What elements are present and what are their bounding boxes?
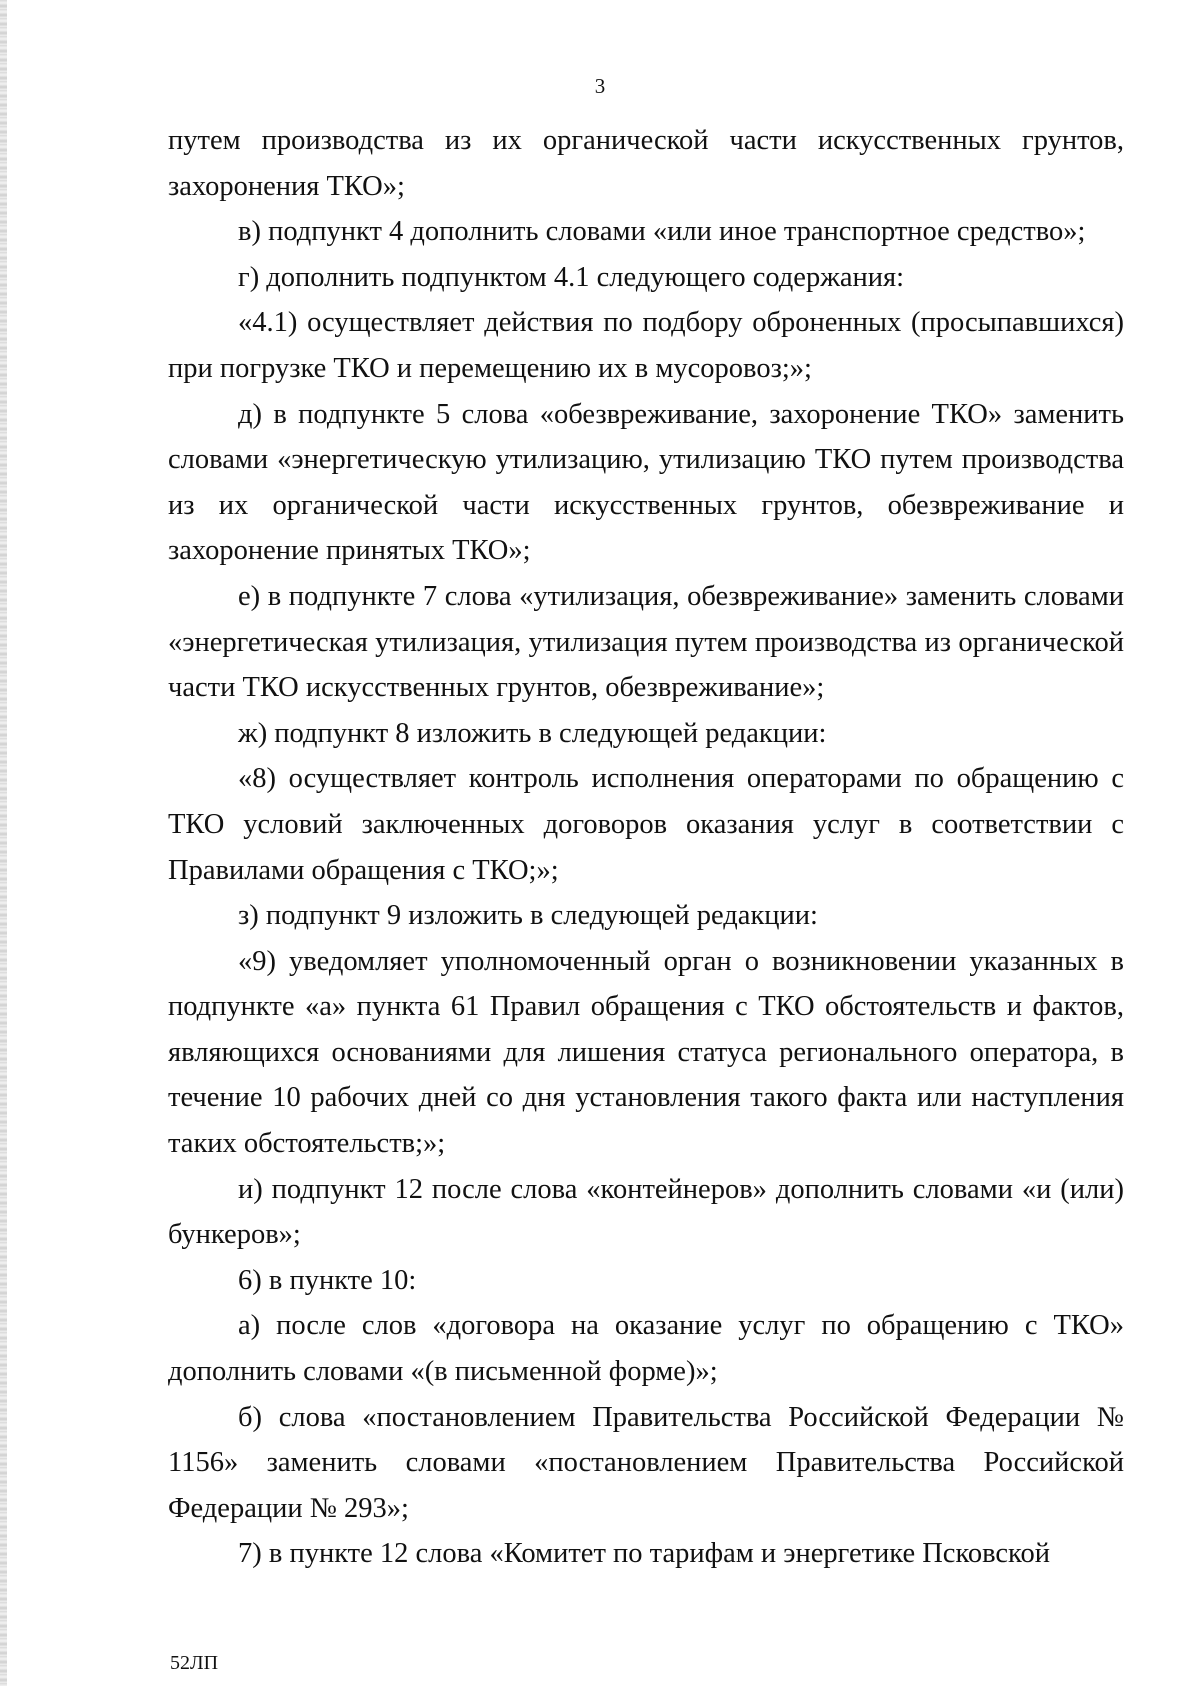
paragraph-continuation: путем производства из их органической части искусственных грунтов, захоронения ТКО»; bbox=[168, 125, 1124, 202]
paragraph-item-6: 6) в пункте 10: bbox=[238, 1264, 417, 1296]
paragraph-subitem-z: з) подпункт 9 изложить в следующей редакции: bbox=[238, 900, 818, 932]
paragraph-subitem-g: г) дополнить подпунктом 4.1 следующего содержания: bbox=[238, 261, 905, 293]
paragraph-subitem-d: д) в подпункте 5 слова «обезвреживание, захоронение ТКО» заменить словами «энергетическую утилизацию, утилизацию ТКО путем производства из их органической части искусственных грунтов, обезвреживание и захоронение принятых ТКО»; bbox=[168, 398, 1124, 567]
paragraph-subitem-zh: ж) подпункт 8 изложить в следующей редакции: bbox=[238, 717, 827, 749]
paragraph-quote-8: «8) осуществляет контроль исполнения операторами по обращению с ТКО условий заключенных договоров оказания услуг в соответствии с Правилами обращения с ТКО;»; bbox=[168, 763, 1124, 886]
paragraph-subitem-i: и) подпункт 12 после слова «контейнеров» дополнить словами «и (или) бункеров»; bbox=[168, 1173, 1124, 1251]
paragraph-subitem-e: е) в подпункте 7 слова «утилизация, обезвреживание» заменить словами «энергетическая утилизация, утилизация путем производства из органической части ТКО искусственных грунтов, обезвреживание»; bbox=[168, 580, 1124, 704]
document-body bbox=[168, 118, 1124, 1577]
paragraph-subitem-b: б) слова «постановлением Правительства Российской Федерации № 1156» заменить словами «постановлением Правительства Российской Федерации № 293»; bbox=[168, 1401, 1124, 1524]
paragraph-quote-4-1: «4.1) осуществляет действия по подбору оброненных (просыпавшихся) при погрузке ТКО и перемещению их в мусоровоз;»; bbox=[168, 307, 1124, 384]
paragraph-subitem-v: в) подпункт 4 дополнить словами «или иное транспортное средство»; bbox=[238, 216, 1086, 248]
paragraph-quote-9: «9) уведомляет уполномоченный орган о возникновении указанных в подпункте «а» пункта 61 Правил обращения с ТКО обстоятельств и фактов, являющихся основаниями для лишения статуса регионального оператора, в течение 10 рабочих дней со дня установления такого факта или наступления таких обстоятельств;»; bbox=[168, 945, 1124, 1160]
page-number: 3 bbox=[594, 74, 606, 98]
footer-document-code: 52ЛП bbox=[170, 1652, 219, 1674]
paragraph-subitem-a: а) после слов «договора на оказание услуг по обращению с ТКО» дополнить словами «(в письменной форме)»; bbox=[168, 1310, 1124, 1388]
paragraph-item-7: 7) в пункте 12 слова «Комитет по тарифам и энергетике Псковской bbox=[238, 1538, 1050, 1570]
scan-edge bbox=[0, 0, 7, 1686]
